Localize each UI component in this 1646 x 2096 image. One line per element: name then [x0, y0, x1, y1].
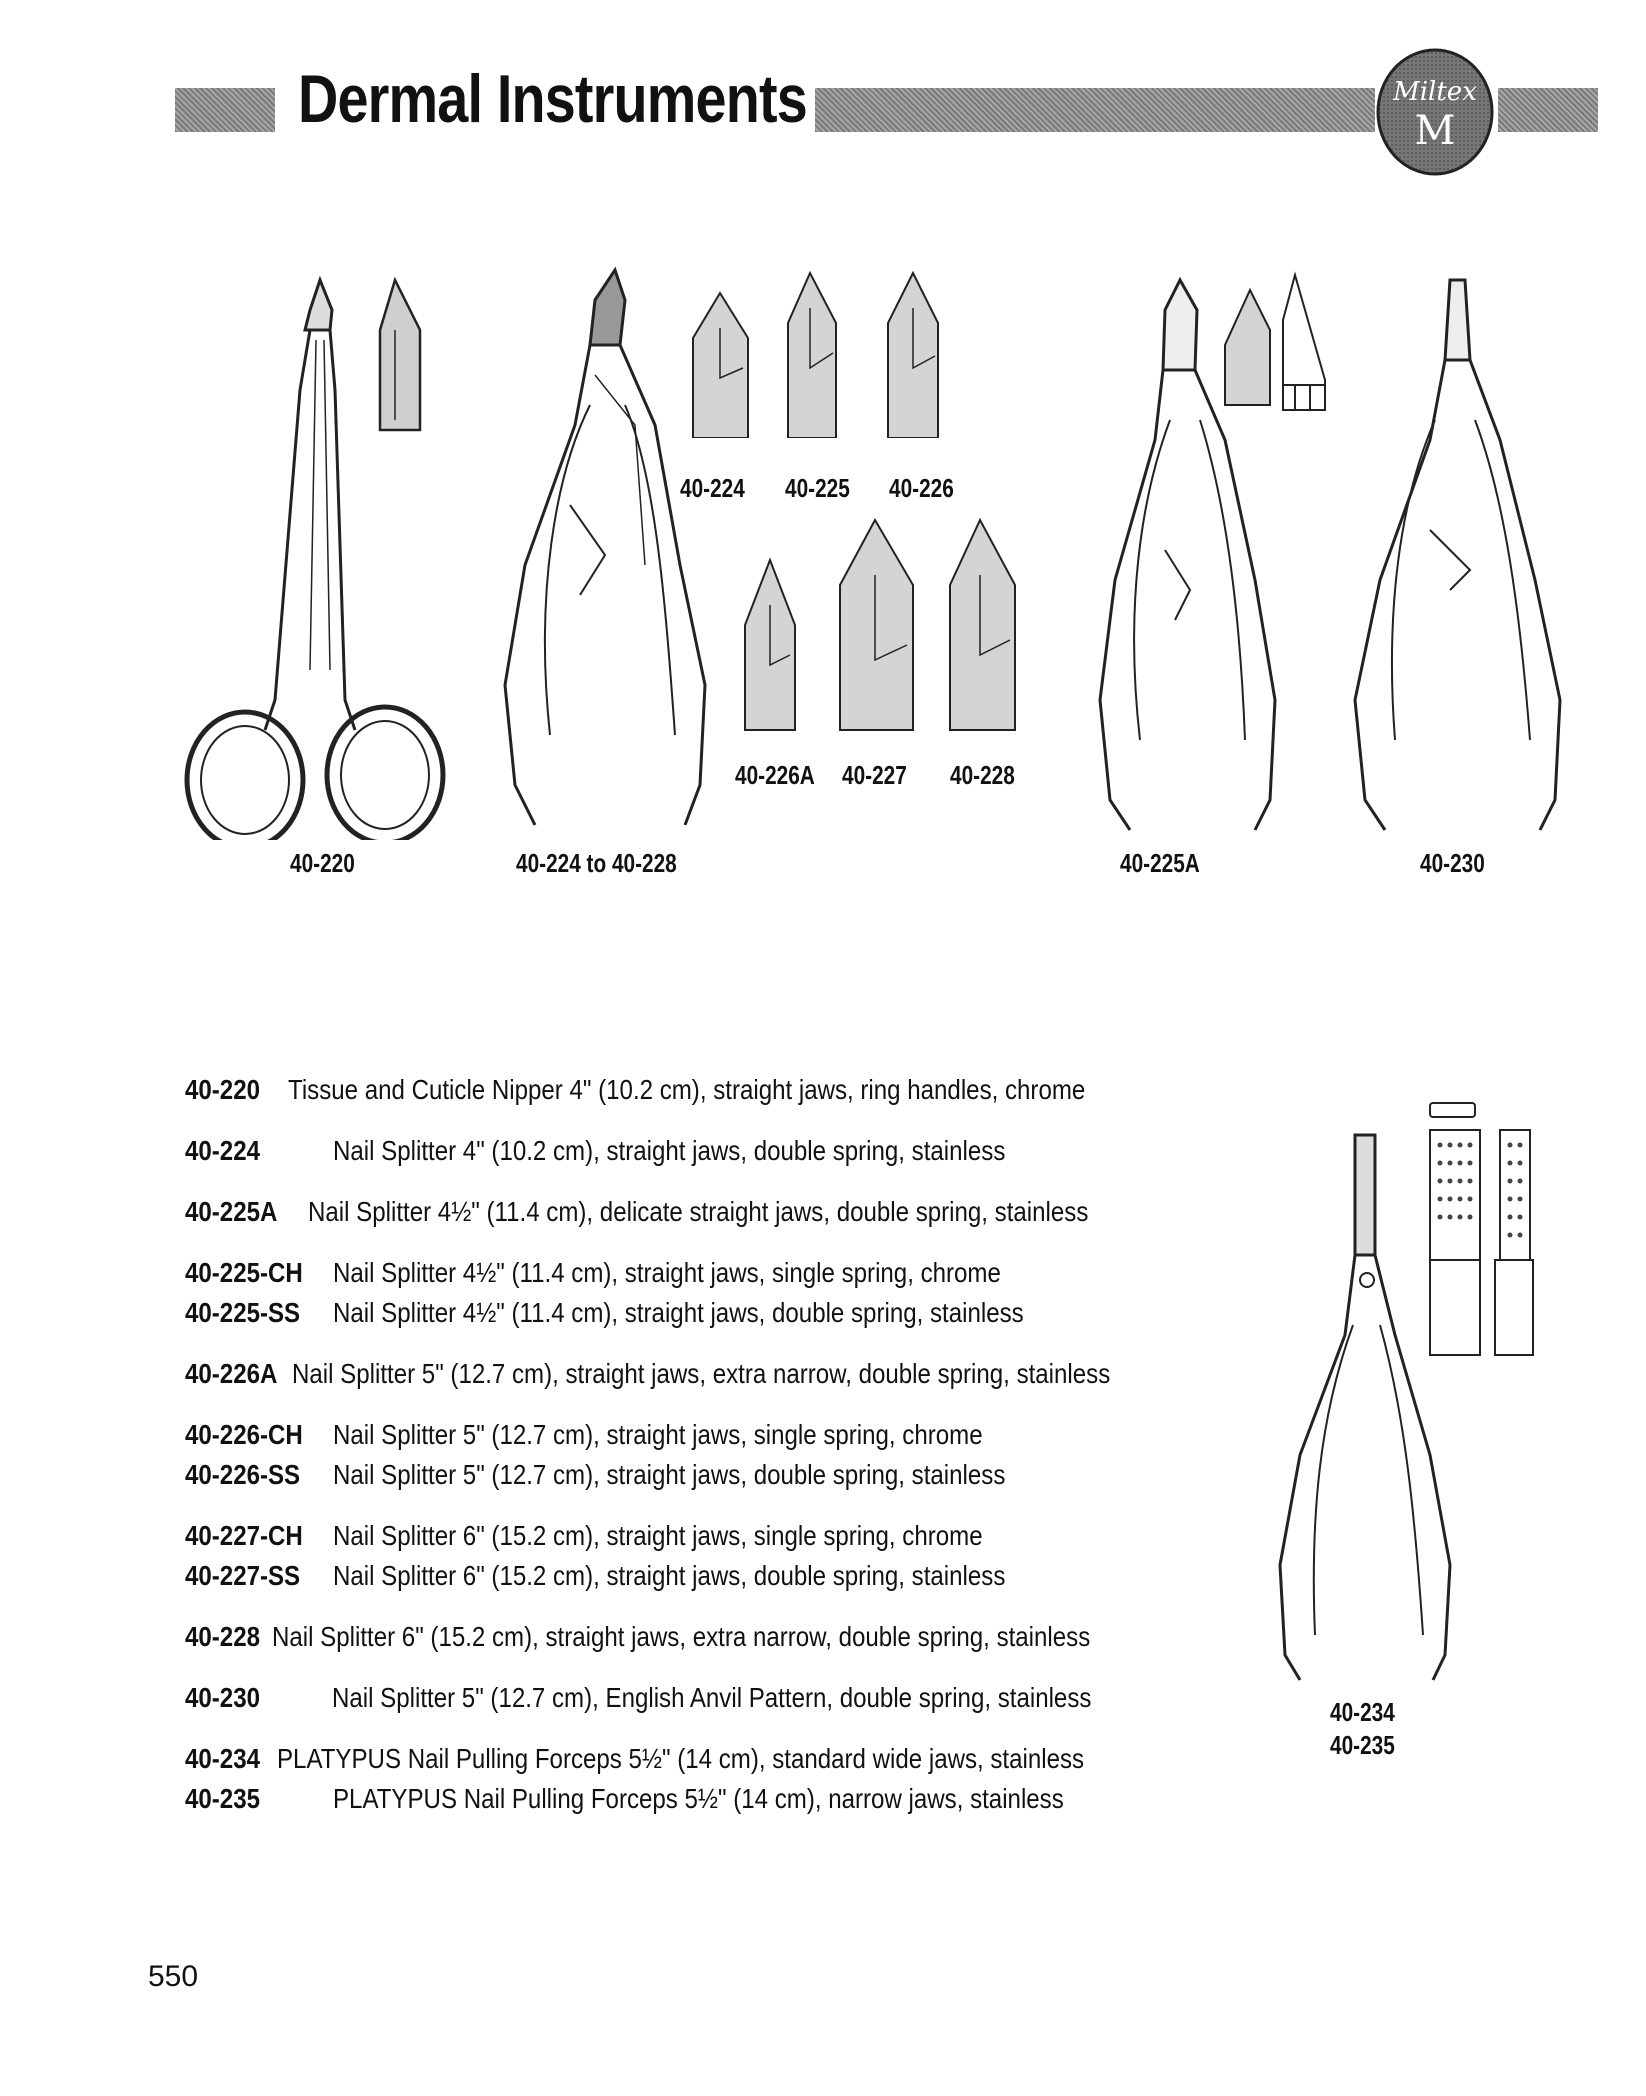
tip-label-40-226A: 40-226A [735, 760, 815, 790]
tip-label-40-226: 40-226 [889, 473, 954, 503]
item-description: Nail Splitter 5" (12.7 cm), straight jaws, extra narrow, double spring, stainless [292, 1358, 1111, 1389]
jaw-tips-40-224-40-226-illustration [688, 268, 978, 438]
figure-label-40-225A: 40-225A [1120, 848, 1200, 878]
catalog-listing [185, 1070, 1215, 1819]
catalog-row [185, 1131, 1215, 1171]
item-code: 40-224 [185, 1135, 260, 1166]
header-bar-middle [815, 88, 1375, 132]
nail-splitter-40-225A-illustration [1085, 270, 1345, 840]
catalog-row [185, 1516, 1215, 1556]
catalog-row [185, 1556, 1215, 1596]
catalog-row [185, 1253, 1215, 1293]
item-description: Nail Splitter 5" (12.7 cm), straight jaws, double spring, stainless [333, 1459, 1006, 1490]
catalog-row [185, 1739, 1215, 1779]
tip-label-40-227: 40-227 [842, 760, 907, 790]
item-code: 40-225A [185, 1196, 278, 1227]
figure-label-40-234: 40-234 [1330, 1697, 1395, 1727]
catalog-row [185, 1354, 1215, 1394]
item-description: Nail Splitter 5" (12.7 cm), English Anvil Pattern, double spring, stainless [331, 1682, 1092, 1713]
item-description: Nail Splitter 4½" (11.4 cm), straight jaws, double spring, stainless [333, 1297, 1024, 1328]
tip-label-40-224: 40-224 [680, 473, 745, 503]
catalog-row [185, 1678, 1215, 1718]
miltex-logo [1375, 48, 1495, 176]
catalog-row [185, 1455, 1215, 1495]
page-number: 550 [148, 1960, 199, 1993]
svg-text:Miltex: Miltex [1393, 77, 1477, 107]
item-description: Nail Splitter 6" (15.2 cm), straight jaws, double spring, stainless [333, 1560, 1006, 1591]
page-title: Dermal Instruments [298, 61, 807, 137]
item-code: 40-235 [185, 1783, 260, 1814]
tip-label-40-225: 40-225 [785, 473, 850, 503]
item-code: 40-234 [185, 1743, 260, 1774]
item-code: 40-227-SS [185, 1560, 301, 1591]
svg-text:M: M [1414, 108, 1456, 154]
item-description: PLATYPUS Nail Pulling Forceps 5½" (14 cm), standard wide jaws, stainless [276, 1743, 1084, 1774]
item-code: 40-225-CH [185, 1257, 303, 1288]
nail-splitter-40-230-illustration [1335, 270, 1590, 840]
header-bar-right [1498, 88, 1598, 132]
item-code: 40-226-SS [185, 1459, 301, 1490]
figure-label-40-235: 40-235 [1330, 1730, 1395, 1760]
item-code: 40-220 [185, 1074, 260, 1105]
figure-label-40-220: 40-220 [290, 848, 355, 878]
catalog-row [185, 1415, 1215, 1455]
catalog-row [185, 1779, 1215, 1819]
nipper-40-220-illustration [170, 270, 450, 840]
catalog-row [185, 1070, 1215, 1110]
item-description: Nail Splitter 6" (15.2 cm), straight jaws, single spring, chrome [333, 1520, 983, 1551]
item-code: 40-230 [185, 1682, 260, 1713]
item-code: 40-227-CH [185, 1520, 303, 1551]
item-code: 40-226-CH [185, 1419, 303, 1450]
item-description: Nail Splitter 5" (12.7 cm), straight jaws, single spring, chrome [333, 1419, 983, 1450]
header-bar-left [175, 88, 275, 132]
item-description: Nail Splitter 6" (15.2 cm), straight jaws, extra narrow, double spring, stainless [272, 1621, 1091, 1652]
figure-label-40-230: 40-230 [1420, 848, 1485, 878]
item-description: Nail Splitter 4" (10.2 cm), straight jaws, double spring, stainless [333, 1135, 1006, 1166]
catalog-row [185, 1617, 1215, 1657]
jaw-tips-40-226a-40-228-illustration [735, 515, 1035, 735]
item-code: 40-226A [185, 1358, 278, 1389]
platypus-forceps-40-234-40-235-illustration [1255, 1095, 1585, 1685]
catalog-row [185, 1293, 1215, 1333]
item-description: Nail Splitter 4½" (11.4 cm), delicate straight jaws, double spring, stainless [307, 1196, 1088, 1227]
catalog-row [185, 1192, 1215, 1232]
item-description: Nail Splitter 4½" (11.4 cm), straight jaws, single spring, chrome [333, 1257, 1001, 1288]
tip-label-40-228: 40-228 [950, 760, 1015, 790]
item-code: 40-228 [185, 1621, 260, 1652]
item-description: Tissue and Cuticle Nipper 4" (10.2 cm), straight jaws, ring handles, chrome [287, 1074, 1086, 1105]
item-description: PLATYPUS Nail Pulling Forceps 5½" (14 cm), narrow jaws, stainless [333, 1783, 1064, 1814]
item-code: 40-225-SS [185, 1297, 301, 1328]
figure-label-40-224-to-40-228: 40-224 to 40-228 [516, 848, 677, 878]
